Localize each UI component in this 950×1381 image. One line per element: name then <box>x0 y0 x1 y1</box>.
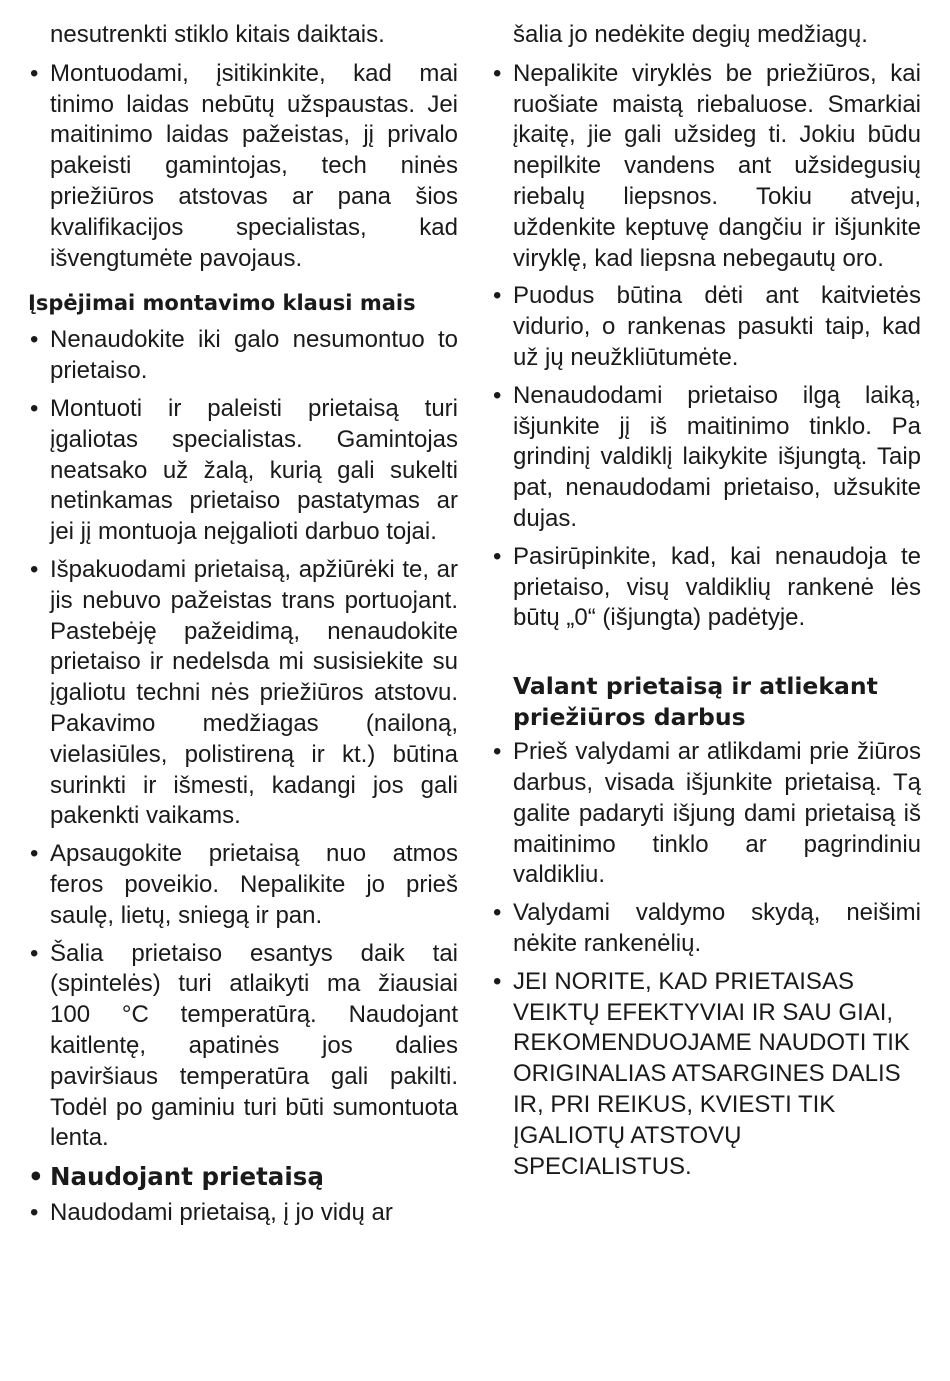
list-item: • Prieš valydami ar atlikdami prie žiūros darbus, visada išjunkite prietaisą. Tą galite padaryti išjung dami prietaisą iš maitinimo tinklo ar pagrindiniu valdikliu. <box>491 737 921 891</box>
right-column <box>491 20 921 1189</box>
list-item: • Nenaudodami prietaiso ilgą laiką, išjunkite jį iš maitinimo tinklo. Pa grindinį valdiklį laikykite išjungtą. Taip pat, nenaudodami prietaiso, užsukite dujas. <box>491 381 921 535</box>
list-item: • Išpakuodami prietaisą, apžiūrėki te, ar jis nebuvo pažeistas trans portuojant. Pastebėję pažeidimą, nenaudokite prietaiso ir nedelsda mi susisiekite su įgaliotu techni nės priežiūros atstovu. Pakavimo medžiagas (nailoną, vielasiūles, polistireną ir kt.) būtina surinkti ir išmesti, kadangi jos gali pakenkti vaikams. <box>28 555 458 832</box>
continuation-text: nesutrenkti stiklo kitais daiktais. <box>50 21 385 48</box>
bullet-list <box>28 59 458 275</box>
list-item: • Šalia prietaiso esantys daik tai (spintelės) turi atlaikyti ma žiausiai 100 °C temperatūrą. Naudojant kaitlentę, apatinės jos dalies paviršiaus temperatūra gali pakilti. Todėl po gaminiu turi būti sumontuota lenta. <box>28 939 458 1155</box>
section-heading-cleaning: Valant prietaisą ir atliekant priežiūros darbus <box>513 672 878 732</box>
bullet-list <box>491 737 921 1182</box>
bullet-list <box>491 59 921 634</box>
section-heading-installation: Įspėjimai montavimo klausi mais <box>28 291 416 316</box>
bullet-list <box>28 1198 458 1229</box>
list-item: • JEI NORITE, KAD PRIETAISAS VEIKTŲ EFEKTYVIAI IR SAU GIAI, REKOMENDUOJAME NAUDOTI TIK ORIGINALIAS ATSARGINES DALIS IR, PRI REIKUS, KVIESTI TIK ĮGALIOTŲ ATSTOVŲ SPECIALISTUS. <box>491 967 921 1183</box>
list-item: • Puodus būtina dėti ant kaitvietės vidurio, o rankenas pasukti taip, kad už jų neužkliūtumėte. <box>491 281 921 373</box>
bullet-list <box>28 325 458 1154</box>
list-item: • Nepalikite viryklės be priežiūros, kai ruošiate maistą riebaluose. Smarkiai įkaitę, jie gali užsideg ti. Jokiu būdu nepilkite vandens ant užsidegusių riebalų liepsnos. Tokiu atveju, uždenkite keptuvę dangčiu ir išjunkite viryklę, kad liepsna nebegautų oro. <box>491 59 921 275</box>
left-column <box>28 20 458 1236</box>
list-item: • Pasirūpinkite, kad, kai nenaudoja te prietaiso, visų valdiklių rankenė lės būtų „0“ (išjungta) padėtyje. <box>491 542 921 634</box>
list-item: • Valydami valdymo skydą, neišimi nėkite rankenėlių. <box>491 898 921 960</box>
section-heading-using: • Naudojant prietaisą <box>28 1161 458 1192</box>
list-item: • Montuoti ir paleisti prietaisą turi įgaliotas specialistas. Gamintojas neatsako už žalą, kurią gali sukelti netinkamas prietaiso pastatymas ar jei jį montuoja neįgalioti darbuo tojai. <box>28 394 458 548</box>
list-item: • Apsaugokite prietaisą nuo atmos feros poveikio. Nepalikite jo prieš saulę, lietų, sniegą ir pan. <box>28 839 458 931</box>
list-item: • Montuodami, įsitikinkite, kad mai tinimo laidas nebūtų užspaustas. Jei maitinimo laidas pažeistas, jį privalo pakeisti gamintojas, tech ninės priežiūros atstovas ar pana šios kvalifikacijos specialistas, kad išvengtumėte pavojaus. <box>28 59 458 275</box>
continuation-text: šalia jo nedėkite degių medžiagų. <box>513 21 868 48</box>
section-spacer <box>491 641 921 667</box>
list-item: • Nenaudokite iki galo nesumontuo to prietaiso. <box>28 325 458 387</box>
list-item: • Naudodami prietaisą, į jo vidų ar <box>28 1198 458 1229</box>
